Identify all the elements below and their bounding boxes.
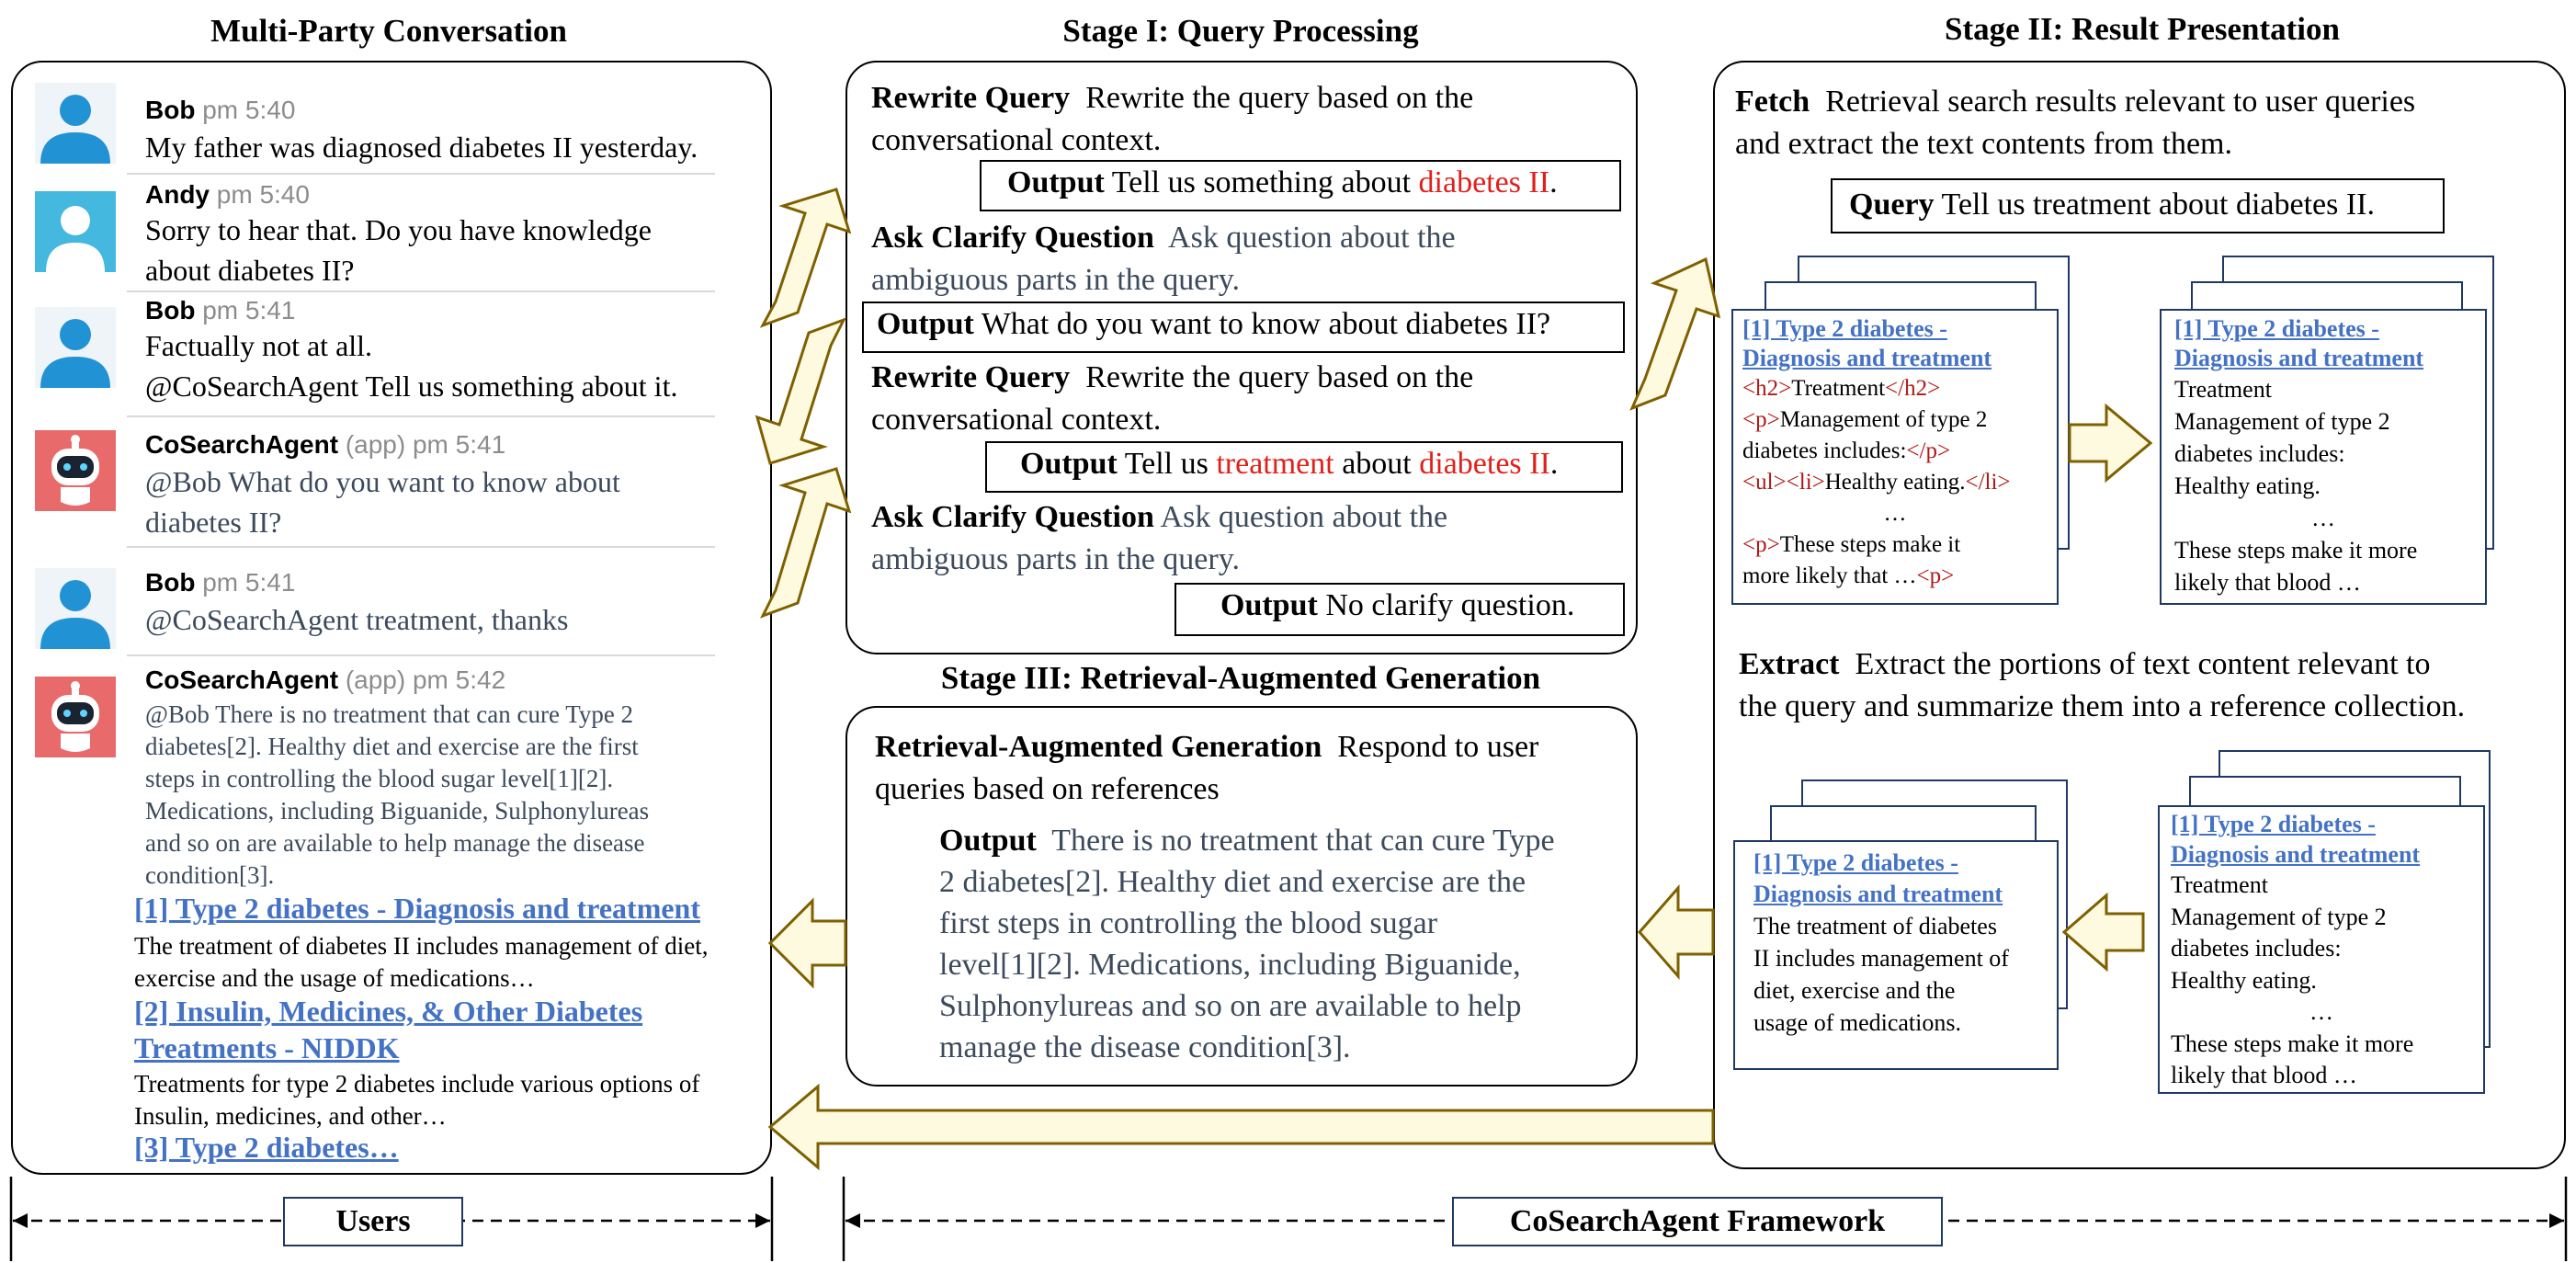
snippet-line: The treatment of diabetes II includes management of diet, <box>134 932 709 960</box>
text-line: likely that blood … <box>2171 1062 2357 1088</box>
arrow-left-icon <box>1640 888 1713 976</box>
message-text: @CoSearchAgent treatment, thanks <box>145 603 569 636</box>
text-line: usage of medications. <box>1753 1009 1961 1036</box>
link-line[interactable]: Diagnosis and treatment <box>2174 345 2424 371</box>
snippet-line: Insulin, medicines, and other… <box>134 1102 447 1130</box>
output-line: Sulphonylureas and so on are available to help <box>939 989 1522 1023</box>
step-desc: and extract the text contents from them. <box>1735 127 2232 161</box>
link-line[interactable]: [1] Type 2 diabetes - <box>2171 811 2376 837</box>
users-label: Users <box>283 1197 463 1246</box>
text-line: Treatment <box>2171 871 2268 898</box>
html-tag: <p> <box>1916 563 1955 588</box>
link-line[interactable]: Treatments - NIDDK <box>134 1031 400 1064</box>
step-desc: Ask question about the <box>1168 221 1456 255</box>
html-tag: </h2> <box>1885 376 1941 401</box>
step-desc: Ask question about the <box>1160 500 1448 534</box>
html-tag: <h2> <box>1742 376 1792 401</box>
sender-name: Bob <box>145 96 196 124</box>
text-line: These steps make it more <box>2171 1030 2414 1057</box>
output-line: 2 diabetes[2]. Healthy diet and exercise are the <box>939 865 1526 899</box>
step-desc: Rewrite the query based on the <box>1085 360 1474 394</box>
html-text: more likely that … <box>1742 563 1917 588</box>
message-time: pm 5:41 <box>412 430 506 459</box>
sender-name: Bob <box>145 296 196 324</box>
text-line: These steps make it more <box>2174 537 2418 563</box>
output-label: Output <box>1220 588 1318 622</box>
text-line: Healthy eating. <box>2171 966 2317 994</box>
message-time: pm 5:40 <box>202 96 296 124</box>
text-line: The treatment of diabetes <box>1753 913 1997 939</box>
text-line: … <box>2311 505 2335 531</box>
html-text: Treatment <box>1791 376 1886 401</box>
link-line[interactable]: [1] Type 2 diabetes - <box>1753 849 1958 876</box>
reference-link[interactable]: [1] Type 2 diabetes - Diagnosis and treatment <box>134 892 700 925</box>
step-label: Rewrite Query <box>871 360 1071 394</box>
app-tag: (app) <box>345 666 406 694</box>
arrow-left-icon <box>770 1087 1713 1167</box>
step-label: Retrieval-Augmented Generation <box>875 730 1322 764</box>
html-tag: </li> <box>1965 470 2011 495</box>
text-line: … <box>2309 998 2333 1025</box>
text-line: Management of type 2 <box>2171 903 2387 930</box>
link-line[interactable]: [1] Type 2 diabetes - <box>2174 315 2379 342</box>
output-line: level[1][2]. Medications, including Biguanide, <box>939 948 1521 982</box>
highlight-text: diabetes II <box>1419 447 1550 481</box>
stage2-title: Stage II: Result Presentation <box>1944 11 2340 47</box>
step-label: Fetch <box>1735 85 1810 119</box>
step-desc: queries based on references <box>875 772 1220 806</box>
link-line[interactable]: Diagnosis and treatment <box>1753 881 2003 907</box>
message-line: steps in controlling the blood sugar level[1][2]. <box>145 765 614 792</box>
output-label: Output <box>877 307 974 341</box>
message-line: Medications, including Biguanide, Sulphonylureas <box>145 797 650 825</box>
framework-label: CoSearchAgent Framework <box>1452 1197 1943 1246</box>
message-text: My father was diagnosed diabetes II yesterday. <box>145 131 698 164</box>
output-text: Tell us <box>1124 447 1209 481</box>
query-text: Tell us treatment about diabetes II. <box>1941 188 2376 222</box>
sender-name: CoSearchAgent <box>145 430 339 459</box>
step-label: Rewrite Query <box>871 81 1071 115</box>
step-desc: Extract the portions of text content relevant to <box>1855 647 2431 681</box>
message-line: @CoSearchAgent Tell us something about it. <box>145 370 678 403</box>
text-line: diet, exercise and the <box>1753 977 1956 1004</box>
step-label: Extract <box>1739 647 1840 681</box>
link-line[interactable]: Diagnosis and treatment <box>1742 345 1992 371</box>
step-label: Ask Clarify Question <box>871 500 1154 534</box>
app-tag: (app) <box>345 430 406 459</box>
message-line: condition[3]. <box>145 861 275 889</box>
html-text: diabetes includes: <box>1742 438 1907 463</box>
output-text: . <box>1549 447 1559 481</box>
arrow-up-right-icon <box>1632 259 1719 408</box>
arrow-right-icon <box>2070 406 2150 480</box>
output-line: There is no treatment that can cure Type <box>1051 824 1555 858</box>
message-line: and so on are available to help manage the disease <box>145 829 645 857</box>
output-label: Output <box>1020 447 1118 481</box>
output-text: about <box>1342 447 1412 481</box>
message-line: Factually not at all. <box>145 329 373 362</box>
message-time: pm 5:41 <box>202 296 296 324</box>
sender-name: Bob <box>145 568 196 597</box>
output-line: first steps in controlling the blood sugar <box>939 906 1438 940</box>
text-line: Management of type 2 <box>2174 408 2390 435</box>
stage1-title: Stage I: Query Processing <box>1062 13 1419 49</box>
output-text: No clarify question. <box>1325 588 1575 622</box>
query-label: Query <box>1849 188 1935 222</box>
text-line: diabetes includes: <box>2174 440 2345 467</box>
text-line: Healthy eating. <box>2174 472 2321 499</box>
html-tag: <p> <box>1742 532 1780 557</box>
message-line: diabetes[2]. Healthy diet and exercise are the first <box>145 733 639 760</box>
text-line: Treatment <box>2174 376 2272 403</box>
arrow-down-left-icon <box>757 320 844 463</box>
output-line: manage the disease condition[3]. <box>939 1030 1351 1064</box>
arrow-left-icon <box>770 901 845 985</box>
link-line[interactable]: Diagnosis and treatment <box>2171 841 2421 868</box>
step-desc: Respond to user <box>1337 730 1539 764</box>
message-time: pm 5:42 <box>412 666 506 694</box>
message-line: diabetes II? <box>145 506 282 539</box>
highlight-text: treatment <box>1216 447 1334 481</box>
message-line: Sorry to hear that. Do you have knowledge <box>145 213 652 246</box>
sender-name: CoSearchAgent <box>145 666 339 694</box>
html-line: … <box>1883 501 1907 526</box>
link-line[interactable]: [2] Insulin, Medicines, & Other Diabetes <box>134 995 643 1028</box>
message-line: @Bob There is no treatment that can cure Type 2 <box>145 700 634 728</box>
message-time: pm 5:41 <box>202 568 296 597</box>
step-desc: the query and summarize them into a reference collection. <box>1739 689 2466 723</box>
stage3-title: Stage III: Retrieval-Augmented Generation <box>940 660 1541 696</box>
output-text: Tell us something about <box>1111 165 1412 199</box>
message-line: about diabetes II? <box>145 254 355 287</box>
step-desc: Rewrite the query based on the <box>1085 81 1474 115</box>
output-label: Output <box>939 824 1037 858</box>
text-line: likely that blood … <box>2174 569 2361 596</box>
message-line: @Bob What do you want to know about <box>145 465 620 498</box>
output-text: What do you want to know about diabetes II? <box>981 307 1551 341</box>
reference-link[interactable]: [3] Type 2 diabetes… <box>134 1131 399 1164</box>
step-label: Ask Clarify Question <box>871 221 1154 255</box>
output-text: . <box>1549 165 1558 199</box>
step-desc: conversational context. <box>871 123 1162 157</box>
html-text: Healthy eating. <box>1824 470 1966 495</box>
html-tag: <p> <box>1742 407 1780 432</box>
arrow-left-icon <box>2064 895 2143 969</box>
html-text: These steps make it <box>1779 532 1961 557</box>
snippet-line: Treatments for type 2 diabetes include various options of <box>134 1070 700 1098</box>
conversation-title: Multi-Party Conversation <box>210 13 567 49</box>
html-tag: </p> <box>1906 438 1951 463</box>
arrow-up-right-icon <box>763 469 849 616</box>
highlight-text: diabetes II <box>1418 165 1550 199</box>
step-desc: conversational context. <box>871 403 1162 437</box>
output-label: Output <box>1007 165 1105 199</box>
message-time: pm 5:40 <box>216 180 310 209</box>
link-line[interactable]: [1] Type 2 diabetes - <box>1742 315 1947 342</box>
html-tag: <ul><li> <box>1742 470 1825 495</box>
sender-name: Andy <box>145 180 210 209</box>
text-line: II includes management of <box>1753 945 2009 972</box>
arrow-up-right-icon <box>763 189 849 325</box>
step-desc: Retrieval search results relevant to user queries <box>1825 85 2416 119</box>
html-text: Management of type 2 <box>1779 407 1988 432</box>
step-desc: ambiguous parts in the query. <box>871 263 1240 297</box>
step-desc: ambiguous parts in the query. <box>871 542 1240 576</box>
text-line: diabetes includes: <box>2171 935 2342 961</box>
snippet-line: exercise and the usage of medications… <box>134 964 535 992</box>
